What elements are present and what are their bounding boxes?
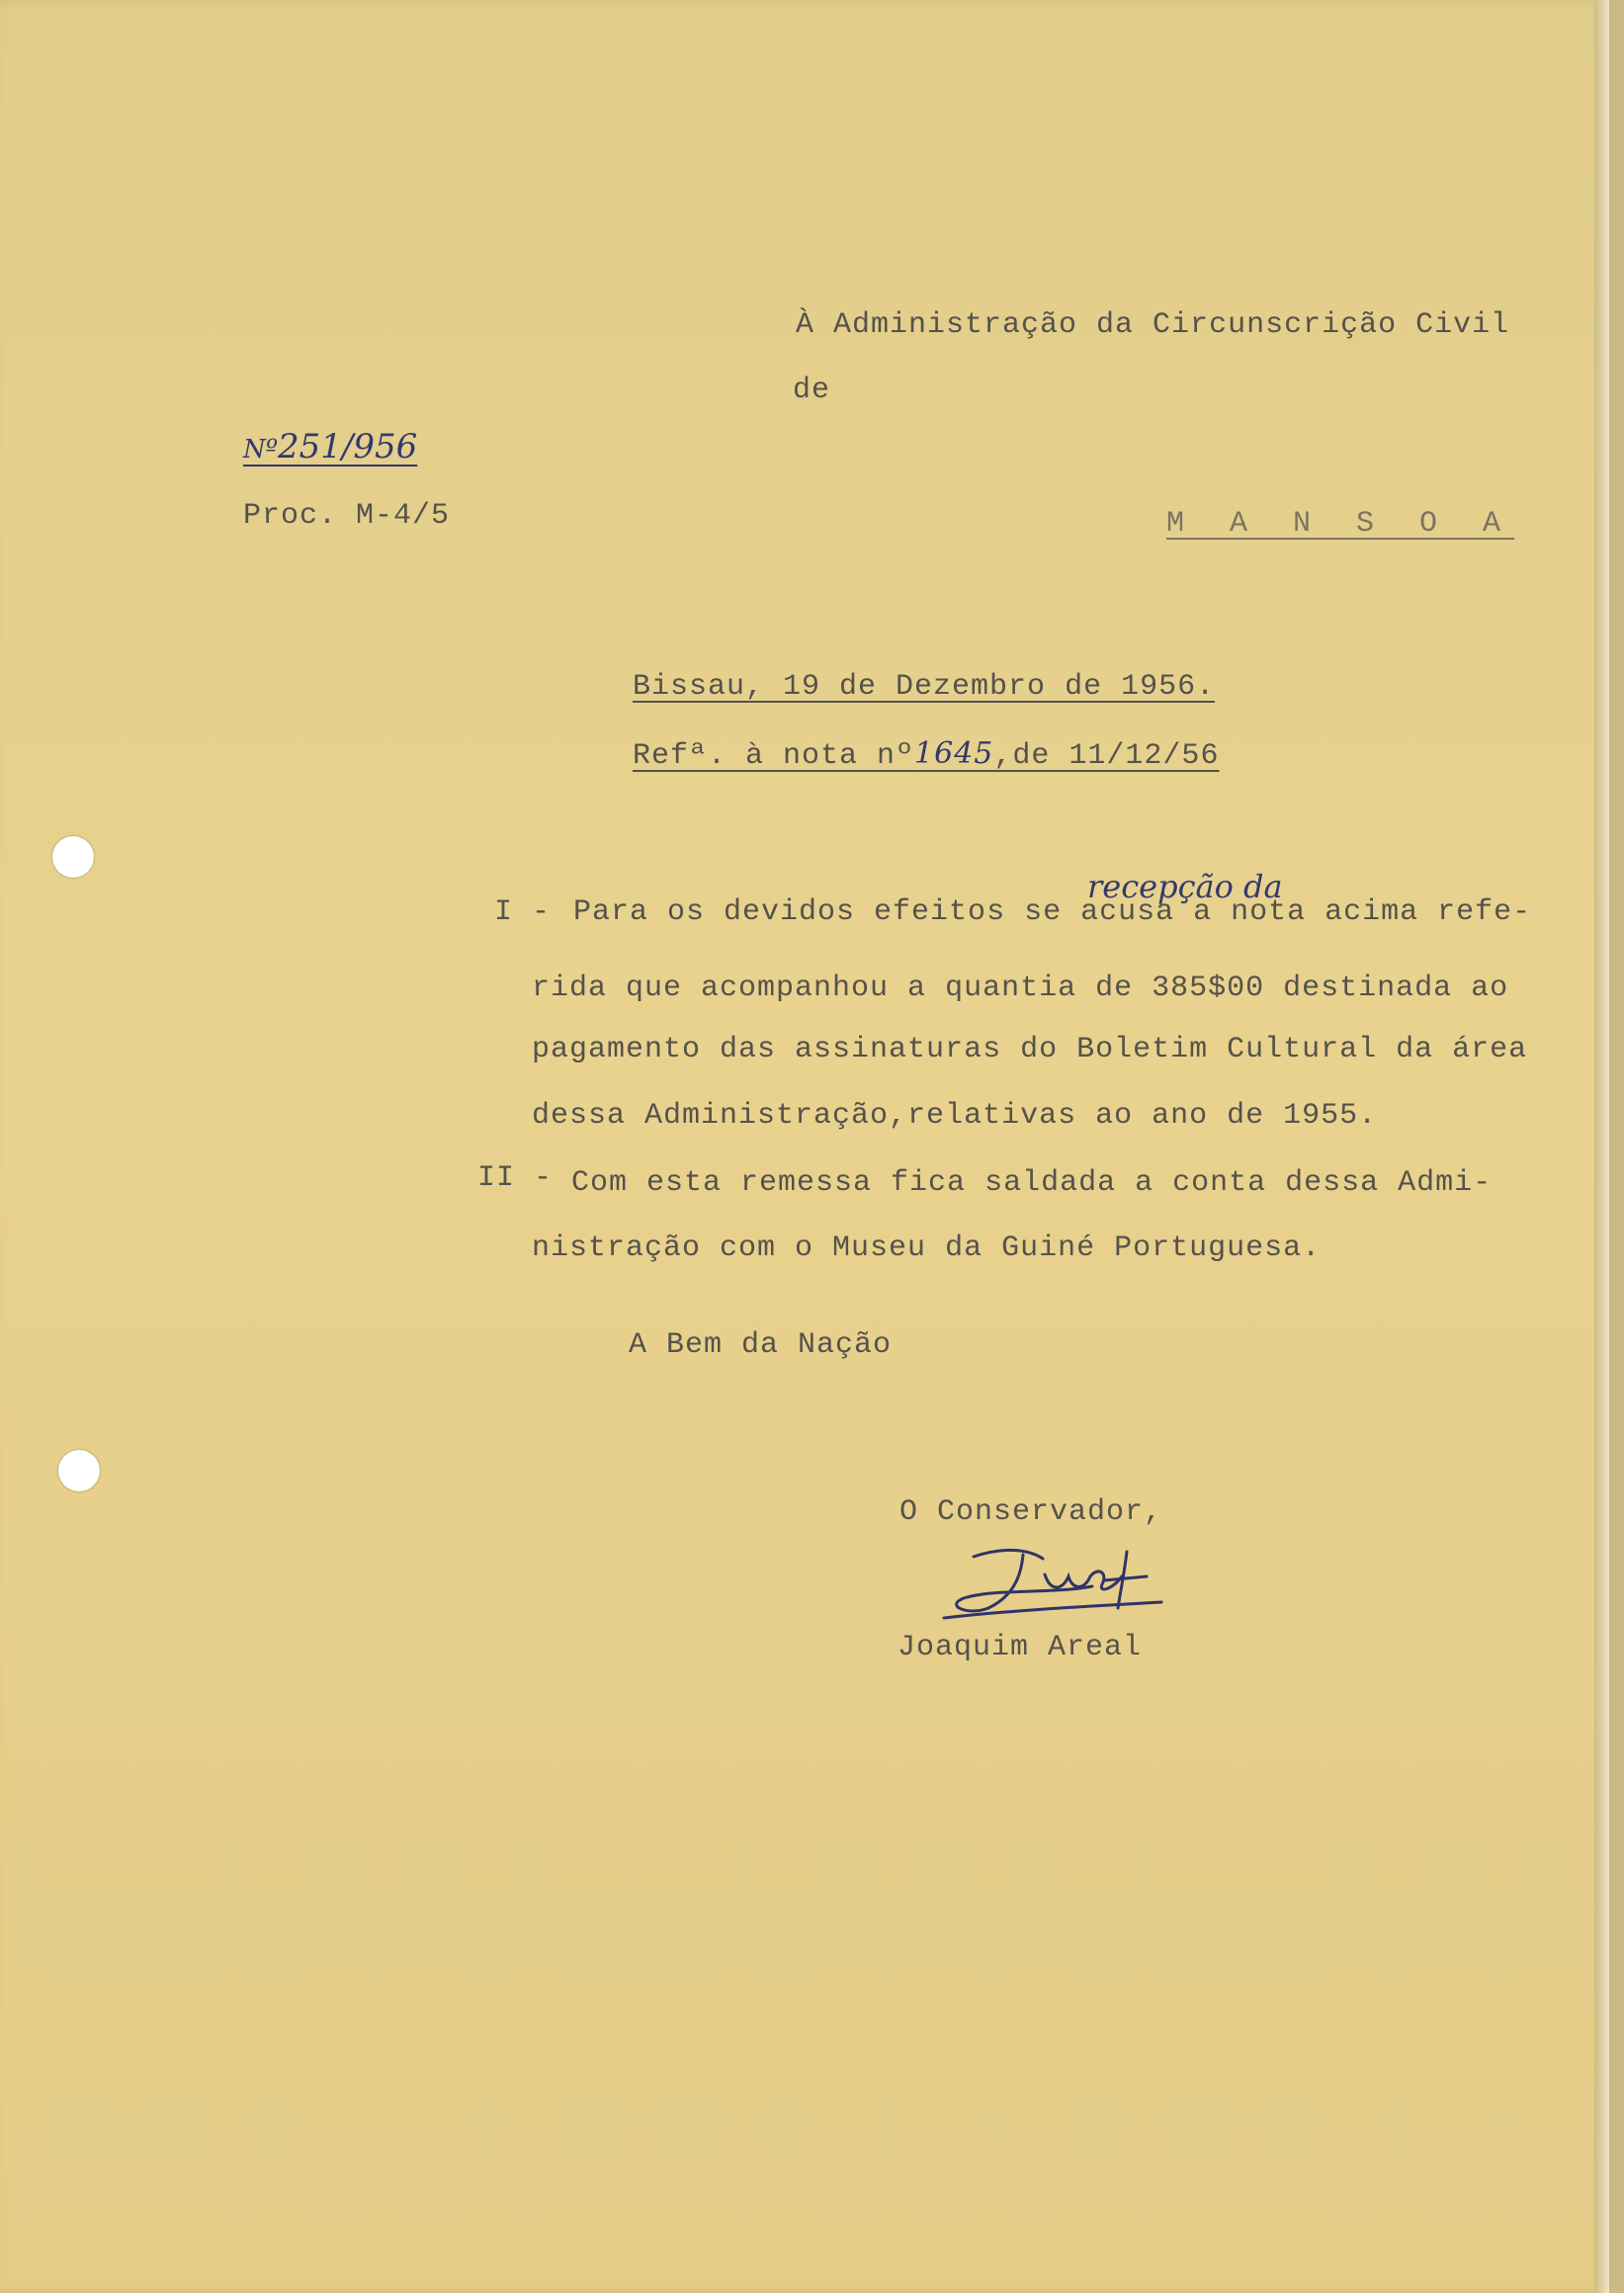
paragraph-2-line-1: Com esta remessa fica saldada a conta dessa Admi- [571,1166,1493,1200]
ref-handwritten-number: 1645 [914,736,994,771]
closing-formula: A Bem da Nação [629,1328,893,1362]
handwritten-insert: recepção da [1087,868,1283,905]
paragraph-1-line-4: dessa Administração,relativas ao ano de 1955. [532,1099,1378,1133]
proc-reference: Proc. M-4/5 [243,499,451,533]
paper-edge [1594,0,1609,2293]
document-number [243,427,417,467]
signatory-title: O Conservador, [899,1495,1163,1529]
signatory-name: Joaquim Areal [897,1631,1143,1664]
paragraph-1-line-3: pagamento das assinaturas do Boletim Cultural da área [532,1033,1528,1066]
ref-suffix: ,de 11/12/56 [993,739,1220,773]
punch-hole-top [52,836,94,878]
paragraph-1-line-2: rida que acompanhou a quantia de 385$00 destinada ao [532,972,1509,1005]
ref-prefix: Refª. à nota nº [633,739,915,773]
paragraph-1-numeral: I - [494,895,552,929]
paragraph-1-line-1: Para os devidos efeitos se acusa a nota acima refe- [573,895,1532,929]
date-line: Bissau, 19 de Dezembro de 1956. [633,670,1216,704]
addressee-line-2: de [793,374,831,407]
handwritten-signature [934,1537,1181,1626]
paragraph-2-numeral: II - [477,1161,554,1195]
number-label: Nº [243,435,278,465]
punch-hole-bottom [58,1450,100,1491]
addressee-line-1: À Administração da Circunscrição Civil [796,308,1510,342]
paragraph-2-line-2: nistração com o Museu da Guiné Portuguesa. [532,1231,1322,1265]
number-handwritten: 251/956 [277,427,418,467]
ref-line [633,736,1219,773]
addressee-place: M A N S O A [1166,507,1515,541]
